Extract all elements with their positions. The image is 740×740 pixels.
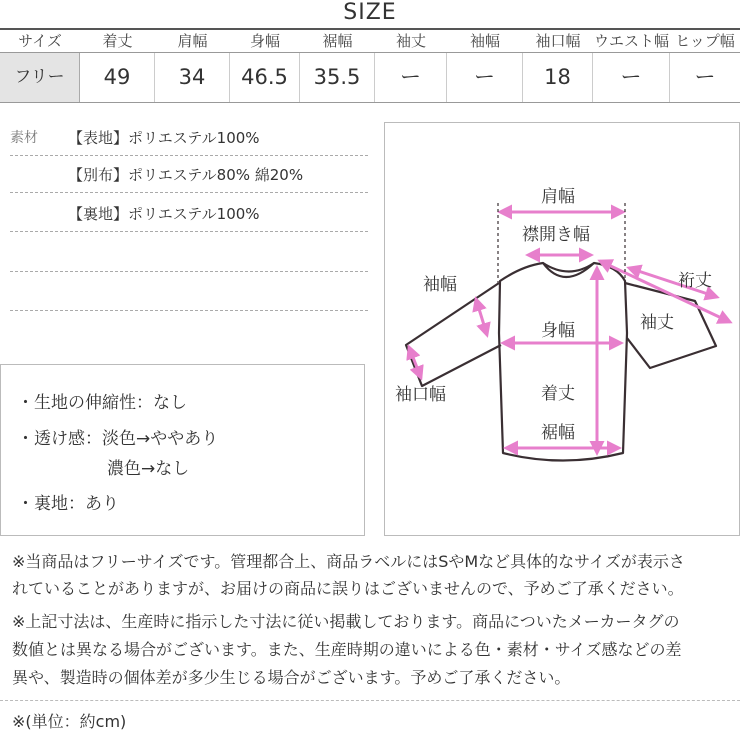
cell-waist: ー [593, 53, 670, 102]
material-label: 素材 [10, 130, 38, 146]
header-size: サイズ [18, 32, 62, 50]
header-body-width: 身幅 [249, 32, 280, 50]
prop-sheer: ・透け感：淡色→ややあり [17, 429, 219, 449]
note-measure-2: 数値とは異なる場合がございます。また、生産時期の違いによる色・素材・サイズ感などの差 [12, 640, 682, 659]
size-table-row [0, 53, 740, 103]
cell-sleeve-width: ー [447, 53, 523, 102]
material-accent: 【別布】ポリエステル80% 綿20% [68, 166, 304, 184]
label-sleeve-width: 袖幅 [423, 275, 457, 295]
label-body-width: 身幅 [541, 321, 575, 341]
cell-shoulder: 34 [155, 53, 230, 102]
material-row [10, 157, 368, 193]
material-row [10, 120, 368, 156]
size-table-header [0, 28, 740, 53]
label-shoulder: 肩幅 [541, 187, 575, 207]
header-shoulder: 肩幅 [177, 32, 208, 50]
cell-body-width: 46.5 [230, 53, 300, 102]
material-row [10, 196, 368, 232]
header-hip: ヒップ幅 [675, 32, 735, 50]
material-outer: 【表地】ポリエステル100% [68, 129, 260, 147]
note-measure-1: ※上記寸法は、生産時に指示した寸法に従い掲載しております。商品についたメーカータグの [12, 612, 680, 631]
header-hem-width: 裾幅 [322, 32, 353, 50]
size-title: SIZE [343, 0, 397, 25]
measurement-diagram [384, 122, 740, 536]
size-table [0, 28, 740, 103]
note-free-size-1: ※当商品はフリーサイズです。管理都合上、商品ラベルにはSやMなど具体的なサイズが表示さ [12, 552, 685, 571]
divider [0, 700, 740, 701]
cell-length: 49 [80, 53, 155, 102]
material-row-empty [10, 236, 368, 272]
label-hem: 裾幅 [541, 423, 575, 443]
note-free-size-2: れていることがありますが、お届けの商品に誤りはございませんので、予めご了承ください。 [12, 579, 684, 598]
cell-hip: ー [694, 65, 716, 89]
prop-sheer-dark: 濃色→なし [107, 459, 190, 479]
prop-lining: ・裏地：あり [17, 494, 119, 514]
cell-size: フリー [0, 53, 80, 102]
note-measure-3: 異や、製造時の個体差が多少生じる場合がございます。予めご了承ください。 [12, 668, 571, 687]
header-sleeve-width: 袖幅 [469, 32, 500, 50]
prop-stretch: ・生地の伸縮性：なし [17, 393, 187, 413]
label-sleeve-length: 袖丈 [640, 313, 674, 333]
material-lining: 【裏地】ポリエステル100% [68, 205, 260, 223]
header-sleeve-length: 袖丈 [395, 32, 426, 50]
header-cuff-width: 袖口幅 [535, 32, 581, 50]
label-yuki: 裄丈 [678, 271, 712, 291]
cell-cuff-width: 18 [523, 53, 593, 102]
unit-note: ※(単位：約cm) [12, 712, 127, 731]
cell-sleeve-length: ー [375, 53, 447, 102]
header-length: 着丈 [102, 32, 133, 50]
material-row-empty [10, 275, 368, 311]
header-waist: ウエスト幅 [593, 32, 669, 50]
label-neck: 襟開き幅 [522, 225, 590, 245]
label-length: 着丈 [541, 384, 575, 404]
label-cuff: 袖口幅 [395, 385, 446, 405]
fabric-properties [0, 364, 365, 536]
cell-hem-width: 35.5 [300, 53, 375, 102]
